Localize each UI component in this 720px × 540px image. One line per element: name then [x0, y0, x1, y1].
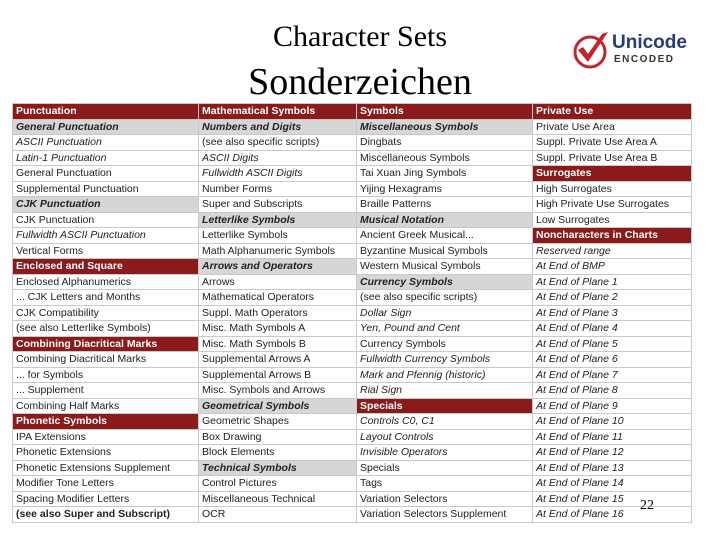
table-row [13, 367, 692, 383]
category-header-cell: Private Use [533, 104, 692, 120]
table-cell: ... Supplement [13, 383, 199, 399]
table-cell: Private Use Area [533, 119, 692, 135]
page-number: 22 [640, 498, 654, 513]
table-row [13, 228, 692, 244]
table-cell: Specials [357, 460, 533, 476]
category-header-cell: Specials [357, 398, 533, 414]
table-cell: Dingbats [357, 135, 533, 151]
table-cell: At End of Plane 3 [533, 305, 692, 321]
logo-text-unicode: Unicode [612, 32, 687, 53]
table-cell: Phonetic Extensions [13, 445, 199, 461]
subcategory-cell: General Punctuation [13, 119, 199, 135]
table-cell: Byzantine Musical Symbols [357, 243, 533, 259]
table-row [13, 414, 692, 430]
table-cell: At End of Plane 7 [533, 367, 692, 383]
table-cell: At End of Plane 11 [533, 429, 692, 445]
table-cell: General Punctuation [13, 166, 199, 182]
table-cell: Enclosed Alphanumerics [13, 274, 199, 290]
table-cell: Modifier Tone Letters [13, 476, 199, 492]
table-row [13, 476, 692, 492]
category-header-cell: Combining Diacritical Marks [13, 336, 199, 352]
table-cell: Supplemental Arrows A [199, 352, 357, 368]
table-cell: Suppl. Private Use Area A [533, 135, 692, 151]
table-cell: (see also Letterlike Symbols) [13, 321, 199, 337]
table-cell: Supplemental Arrows B [199, 367, 357, 383]
table-cell: Spacing Modifier Letters [13, 491, 199, 507]
table-cell: CJK Compatibility [13, 305, 199, 321]
table-body [13, 104, 692, 523]
subcategory-cell: Technical Symbols [199, 460, 357, 476]
character-sets-table [12, 103, 692, 523]
table-cell: Reserved range [533, 243, 692, 259]
table-cell: High Surrogates [533, 181, 692, 197]
table-cell: Variation Selectors Supplement [357, 507, 533, 523]
table-row [13, 119, 692, 135]
table-cell: At End of Plane 16 [533, 507, 692, 523]
table-cell: Western Musical Symbols [357, 259, 533, 275]
table-cell: Controls C0, C1 [357, 414, 533, 430]
table-cell: Suppl. Math Operators [199, 305, 357, 321]
table-row [13, 445, 692, 461]
table-cell: Latin-1 Punctuation [13, 150, 199, 166]
category-header-cell: Surrogates [533, 166, 692, 182]
table-cell: Number Forms [199, 181, 357, 197]
table-cell: Invisible Operators [357, 445, 533, 461]
table-cell: Phonetic Extensions Supplement [13, 460, 199, 476]
table-cell: Mathematical Operators [199, 290, 357, 306]
subcategory-cell: Arrows and Operators [199, 259, 357, 275]
table-row [13, 491, 692, 507]
subcategory-cell: CJK Punctuation [13, 197, 199, 213]
table-cell: At End of Plane 15 [533, 491, 692, 507]
table-cell: Misc. Math Symbols B [199, 336, 357, 352]
table-row [13, 305, 692, 321]
title-sonderzeichen: Sonderzeichen [248, 61, 472, 103]
table-cell: At End of Plane 12 [533, 445, 692, 461]
table-cell: Miscellaneous Technical [199, 491, 357, 507]
table-cell: (see also specific scripts) [199, 135, 357, 151]
table-cell: Yen, Pound and Cent [357, 321, 533, 337]
table-cell: Box Drawing [199, 429, 357, 445]
table-row [13, 104, 692, 120]
table-cell: At End of Plane 6 [533, 352, 692, 368]
table-row [13, 212, 692, 228]
table-row [13, 429, 692, 445]
subcategory-cell: Miscellaneous Symbols [357, 119, 533, 135]
table-row [13, 243, 692, 259]
table-cell: Vertical Forms [13, 243, 199, 259]
category-header-cell: Phonetic Symbols [13, 414, 199, 430]
table-cell: Currency Symbols [357, 336, 533, 352]
category-header-cell: Punctuation [13, 104, 199, 120]
table-cell: Combining Half Marks [13, 398, 199, 414]
table-cell: ... for Symbols [13, 367, 199, 383]
table-row [13, 150, 692, 166]
table-cell: Miscellaneous Symbols [357, 150, 533, 166]
table-cell: Fullwidth ASCII Digits [199, 166, 357, 182]
table-cell: Geometric Shapes [199, 414, 357, 430]
table-row [13, 290, 692, 306]
table-cell: At End of Plane 4 [533, 321, 692, 337]
check-mark-icon [572, 28, 612, 72]
table-cell: Mark and Pfennig (historic) [357, 367, 533, 383]
table-row [13, 135, 692, 151]
table-cell: Yijing Hexagrams [357, 181, 533, 197]
table-row [13, 197, 692, 213]
table-cell: Combining Diacritical Marks [13, 352, 199, 368]
table-cell: Variation Selectors [357, 491, 533, 507]
category-header-cell: Enclosed and Square [13, 259, 199, 275]
table-cell: ASCII Punctuation [13, 135, 199, 151]
table-row [13, 166, 692, 182]
table-cell: Suppl. Private Use Area B [533, 150, 692, 166]
table-cell: At End of Plane 10 [533, 414, 692, 430]
table-row [13, 336, 692, 352]
table-cell: Fullwidth Currency Symbols [357, 352, 533, 368]
subcategory-cell: Numbers and Digits [199, 119, 357, 135]
table-row [13, 383, 692, 399]
table-cell: At End of Plane 13 [533, 460, 692, 476]
table-cell: At End of BMP [533, 259, 692, 275]
table-cell: At End of Plane 14 [533, 476, 692, 492]
table-cell: ASCII Digits [199, 150, 357, 166]
logo-text-encoded: ENCODED [614, 54, 675, 65]
table-cell: Ancient Greek Musical... [357, 228, 533, 244]
table-cell: High Private Use Surrogates [533, 197, 692, 213]
table-cell: Control Pictures [199, 476, 357, 492]
table-cell: CJK Punctuation [13, 212, 199, 228]
table-cell: Misc. Symbols and Arrows [199, 383, 357, 399]
table-cell: IPA Extensions [13, 429, 199, 445]
table-cell: Tags [357, 476, 533, 492]
table-row [13, 507, 692, 523]
table-cell: Low Surrogates [533, 212, 692, 228]
table-cell: Layout Controls [357, 429, 533, 445]
table-cell: At End of Plane 9 [533, 398, 692, 414]
table-cell: At End of Plane 2 [533, 290, 692, 306]
unicode-logo [572, 28, 692, 72]
table-cell: Block Elements [199, 445, 357, 461]
table-row [13, 460, 692, 476]
subcategory-cell: Letterlike Symbols [199, 212, 357, 228]
table-row [13, 181, 692, 197]
table-cell: Tai Xuan Jing Symbols [357, 166, 533, 182]
table-cell: Rial Sign [357, 383, 533, 399]
table-cell: OCR [199, 507, 357, 523]
table-cell: At End of Plane 1 [533, 274, 692, 290]
table-cell: Dollar Sign [357, 305, 533, 321]
table-cell: Letterlike Symbols [199, 228, 357, 244]
table-cell: ... CJK Letters and Months [13, 290, 199, 306]
table-cell: Fullwidth ASCII Punctuation [13, 228, 199, 244]
category-header-cell: Mathematical Symbols [199, 104, 357, 120]
table-row [13, 321, 692, 337]
table-cell: Misc. Math Symbols A [199, 321, 357, 337]
table-row [13, 274, 692, 290]
table-cell: Arrows [199, 274, 357, 290]
title-character-sets: Character Sets [272, 20, 448, 53]
table-cell: At End of Plane 8 [533, 383, 692, 399]
table-cell: Supplemental Punctuation [13, 181, 199, 197]
table-row [13, 259, 692, 275]
table-row [13, 398, 692, 414]
table-cell: (see also specific scripts) [357, 290, 533, 306]
table-cell: (see also Super and Subscript) [13, 507, 199, 523]
subcategory-cell: Geometrical Symbols [199, 398, 357, 414]
subcategory-cell: Currency Symbols [357, 274, 533, 290]
subcategory-cell: Musical Notation [357, 212, 533, 228]
table-cell: At End of Plane 5 [533, 336, 692, 352]
table-cell: Math Alphanumeric Symbols [199, 243, 357, 259]
table-cell: Super and Subscripts [199, 197, 357, 213]
category-header-cell: Noncharacters in Charts [533, 228, 692, 244]
table-cell: Braille Patterns [357, 197, 533, 213]
table-row [13, 352, 692, 368]
category-header-cell: Symbols [357, 104, 533, 120]
